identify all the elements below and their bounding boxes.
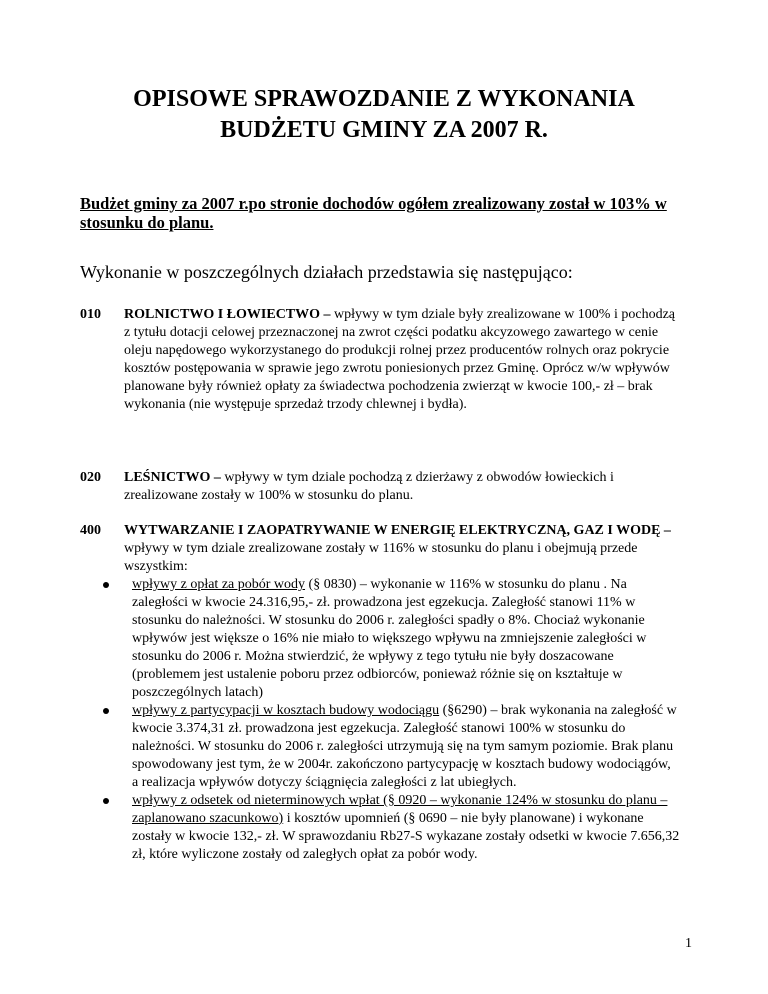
section-body: [124, 522, 680, 864]
section-heading: ROLNICTWO I ŁOWIECTWO –: [124, 307, 331, 322]
bullet-underlined-text: wpływy z partycypacji w kosztach budowy wodociągu: [132, 703, 440, 718]
section-text: wpływy w tym dziale były zrealizowane w 100% i pochodzą z tytułu dotacji celowej przeznaczonej na zwrot części podatku akcyzowego zawartego w cenie oleju napędowego wykorzystanego do produkcji rolnej przez producentów rolnych oraz pokrycie kosztów postępowania w sprawie jego zwrotu poniesionych przez Gminę. Oprócz w/w wpływów planowane były również opłaty za świadectwa pochodzenia zwierząt w kwocie 100,- zł – brak wykonania (nie występuje sprzedaż trzody chlewnej i bydła).: [124, 307, 675, 412]
list-item: [100, 792, 680, 864]
section-010: [80, 306, 680, 414]
budget-summary-text: Budżet gminy za 2007 r.po stronie dochodów ogółem zrealizowany został w 103% w stosunku do planu.: [80, 194, 667, 232]
page-number: 1: [685, 936, 692, 951]
section-body: [124, 306, 680, 414]
list-item: [100, 576, 680, 702]
section-020: [80, 469, 680, 505]
section-code: 020: [80, 470, 101, 485]
title-line-1: OPISOWE SPRAWOZDANIE Z WYKONANIA: [133, 86, 635, 112]
section-text: wpływy w tym dziale pochodzą z dzierżawy z obwodów łowieckich i zrealizowane zostały w 100% w stosunku do planu.: [124, 470, 614, 503]
document-title: [60, 84, 708, 146]
income-bullet-list: [124, 576, 680, 864]
bullet-icon: [103, 798, 109, 804]
bullet-underlined-text: wpływy z opłat za pobór wody: [132, 577, 306, 592]
section-body: [124, 469, 680, 505]
budget-summary: [80, 194, 680, 232]
bullet-icon: [103, 582, 109, 588]
section-code: 400: [80, 523, 101, 538]
list-item: [100, 702, 680, 792]
section-code: 010: [80, 307, 101, 322]
section-text: wpływy w tym dziale zrealizowane zostały w 116% w stosunku do planu i obejmują przede wszystkim:: [124, 541, 638, 574]
intro-text: Wykonanie w poszczególnych działach przedstawia się następująco:: [80, 262, 573, 282]
bullet-text: i kosztów upomnień (§ 0690 – nie były planowane) i wykonane zostały w kwocie 132,- zł. W sprawozdaniu Rb27-S wykazane zostały odsetki w kwocie 7.656,32 zł, które wyliczone zostały od zaległych opłat za pobór wody.: [132, 811, 680, 862]
section-heading: LEŚNICTWO –: [124, 470, 221, 485]
title-line-2: BUDŻETU GMINY ZA 2007 R.: [220, 117, 548, 143]
section-400: [80, 522, 680, 864]
section-heading: WYTWARZANIE I ZAOPATRYWANIE W ENERGIĘ ELEKTRYCZNĄ, GAZ I WODĘ –: [124, 523, 671, 538]
bullet-text: (§ 0830) – wykonanie w 116% w stosunku do planu . Na zaległości w kwocie 24.316,95,- zł. prowadzona jest egzekucja. Zaległość stanowi 11% w stosunku do należności. W stosunku do 2006 r. zaległości spadły o 8%. Chociaż wykonanie wpływów jest większe o 16% nie miało to większego wpływu na zmniejszenie zaległości w stosunku do 2006 r. Można stwierdzić, że wpływy z tego tytułu nie były doszacowane (problemem jest ustalenie poboru przez odbiorców, ponieważ różnie się on kształtuje w poszczególnych latach): [132, 577, 647, 700]
bullet-text: (§6290) – brak wykonania na zaległość w kwocie 3.374,31 zł. prowadzona jest egzekucja. Zaległość stanowi 100% w stosunku do należności. W stosunku do 2006 r. zaległości utrzymują się na tym samym poziomie. Brak planu spowodowany jest tym, że w 2004r. zakończono partycypację w kosztach budowy wodociągów, a realizacja wpływów dotyczy ściągnięcia zaległości z lat ubiegłych.: [132, 703, 677, 790]
bullet-icon: [103, 708, 109, 714]
bullet-underlined-text: wpływy z odsetek od nieterminowych wpłat (§ 0920 – wykonanie 124% w stosunku do planu – zaplanowano szacunkowo): [132, 793, 668, 826]
